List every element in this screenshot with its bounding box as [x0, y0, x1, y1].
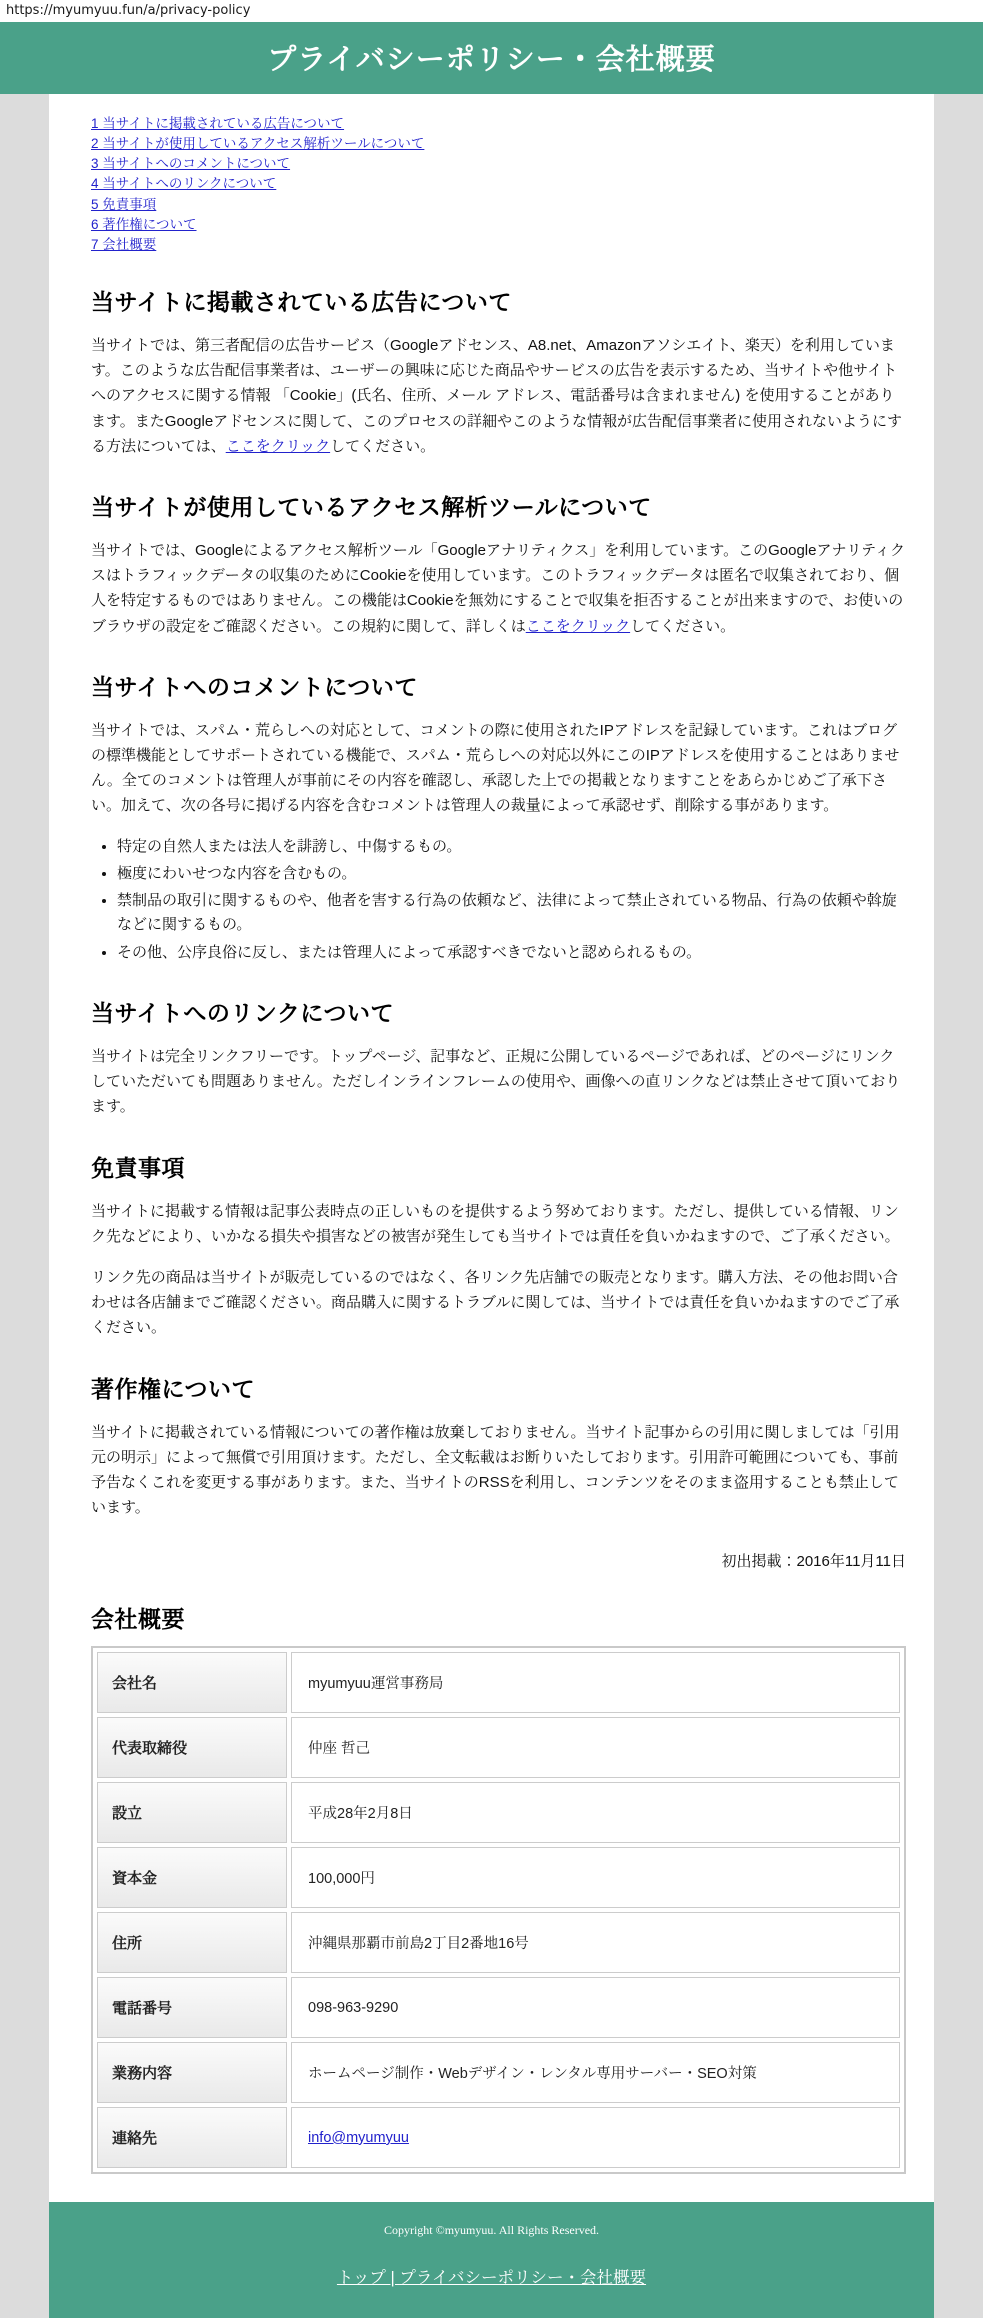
- section-analytics-heading: 当サイトが使用しているアクセス解析ツールについて: [91, 494, 652, 521]
- click-here-link-analytics[interactable]: ここをクリック: [525, 617, 631, 635]
- row-label: 資本金: [97, 1847, 287, 1908]
- row-value: 沖縄県那覇市前島2丁目2番地16号: [291, 1912, 900, 1973]
- table-row: [97, 1652, 900, 1713]
- table-row: [97, 1782, 900, 1843]
- section-company: [91, 1601, 906, 2174]
- contact-email-link[interactable]: info@myumyuu: [308, 2129, 409, 2146]
- section-ads-heading: 当サイトに掲載されている広告について: [91, 289, 512, 316]
- section-disclaimer: [91, 1150, 906, 1341]
- table-row: [97, 2107, 900, 2168]
- section-links-paragraph: 当サイトは完全リンクフリーです。トップページ、記事など、正規に公開しているページであれば、どのページにリンクしていただいても問題ありません。ただしインラインフレームの使用や、画像への直リンクなどは禁止させて頂いております。: [91, 1048, 901, 1116]
- table-row: [97, 1847, 900, 1908]
- section-copyright-heading: 著作権について: [91, 1375, 256, 1402]
- click-here-link-ads[interactable]: ここをクリック: [225, 437, 331, 455]
- table-row: [97, 1977, 900, 2038]
- toc-link-copyright[interactable]: 6 著作権について: [91, 216, 197, 232]
- row-value: 平成28年2月8日: [291, 1782, 900, 1843]
- section-comments-heading: 当サイトへのコメントについて: [91, 673, 418, 700]
- row-label: 会社名: [97, 1652, 287, 1713]
- row-label: 住所: [97, 1912, 287, 1973]
- section-disclaimer-paragraph-1: 当サイトに掲載する情報は記事公表時点の正しいものを提供するよう努めております。ただし、提供している情報、リンク先などにより、いかなる損失や損害などの被害が発生しても当サイトでは責任を負いかねますので、ご了承ください。: [91, 1202, 900, 1245]
- row-label: 業務内容: [97, 2042, 287, 2103]
- section-company-heading: 会社概要: [91, 1606, 185, 1633]
- row-value: ホームページ制作・Webデザイン・レンタル専用サーバー・SEO対策: [291, 2042, 900, 2103]
- table-row: [97, 1912, 900, 1973]
- section-comments-paragraph: 当サイトでは、スパム・荒らしへの対応として、コメントの際に使用されたIPアドレスを記録しています。これはブログの標準機能としてサポートされている機能で、スパム・荒らしへの対応以外にこのIPアドレスを使用することはありません。全てのコメントは管理人が事前にその内容を確認し、承認した上での掲載となりますことをあらかじめご了承下さい。加えて、次の各号に掲げる内容を含むコメントは管理人の裁量によって承認せず、削除する事があります。: [91, 721, 900, 815]
- toc-link-analytics[interactable]: 2 当サイトが使用しているアクセス解析ツールについて: [91, 136, 425, 152]
- browser-url: https://myumyuu.fun/a/privacy-policy: [6, 3, 251, 18]
- section-analytics-text: 当サイトでは、Googleによるアクセス解析ツール「Googleアナリティクス」を利用しています。このGoogleアナリティクスはトラフィックデータの収集のためにCookieを使用しています。このトラフィックデータは匿名で収集されており、個人を特定するものではありません。この機能はCookieを無効にすることで収集を拒否することが出来ますので、お使いのブラウザの設定をご確認ください。この規約に関して、詳しくは: [91, 542, 905, 635]
- section-comments: [91, 669, 906, 965]
- row-label: 設立: [97, 1782, 287, 1843]
- footer-nav-link[interactable]: トップ | プライバシーポリシー・会社概要: [336, 2269, 647, 2288]
- row-label: 電話番号: [97, 1977, 287, 2038]
- first-published-date: 初出掲載：2016年11月11日: [721, 1553, 906, 1571]
- list-item: • 極度にわいせつな内容を含むもの。: [117, 862, 906, 886]
- browser-url-bar: [0, 0, 983, 22]
- footer-copyright: Copyright ©myumyuu. All Rights Reserved.: [383, 2223, 600, 2238]
- row-value: [291, 2107, 900, 2168]
- table-of-contents: [91, 114, 906, 254]
- toc-link-disclaimer[interactable]: 5 免責事項: [91, 196, 157, 212]
- toc-link-company[interactable]: 7 会社概要: [91, 236, 157, 252]
- footer-nav: [49, 2264, 934, 2288]
- section-copyright-paragraph: 当サイトに掲載されている情報についての著作権は放棄しておりません。当サイト記事からの引用に関しましては「引用元の明示」によって無償で引用頂けます。ただし、全文転載はお断りいたしております。引用許可範囲についても、事前予告なくこれを変更する事があります。また、当サイトのRSSを利用し、コンテンツをそのまま盗用することも禁止しています。: [91, 1423, 900, 1517]
- toc-link-links[interactable]: 4 当サイトへのリンクについて: [91, 176, 277, 192]
- row-value: 098-963-9290: [291, 1977, 900, 2038]
- table-row: [97, 1717, 900, 1778]
- page-footer: [49, 2202, 934, 2318]
- list-item: • その他、公序良俗に反し、または管理人によって承認すべきでないと認められるもの。: [117, 941, 906, 965]
- toc-link-ads[interactable]: 1 当サイトに掲載されている広告について: [91, 116, 345, 131]
- list-item: • 特定の自然人または法人を誹謗し、中傷するもの。: [117, 835, 906, 859]
- table-row: [97, 2042, 900, 2103]
- page-title: プライバシーポリシー・会社概要: [267, 44, 716, 76]
- page-header: [0, 22, 983, 94]
- row-label: 代表取締役: [97, 1717, 287, 1778]
- section-links: [91, 995, 906, 1120]
- row-value: 100,000円: [291, 1847, 900, 1908]
- section-disclaimer-heading: 免責事項: [91, 1154, 185, 1181]
- section-ads-text: 当サイトでは、第三者配信の広告サービス（Googleアドセンス、A8.net、Amazonアソシエイト、楽天）を利用しています。このような広告配信事業者は、ユーザーの興味に応じた商品やサービスの広告を表示するため、当サイトや他サイトへのアクセスに関する情報 「Cookie」(氏名、住所、メール アドレス、電話番号は含まれません) を使用することがあります。またGoogleアドセンスに関して、このプロセスの詳細やこのような情報が広告配信事業者に使用されないようにする方法については、: [91, 337, 902, 455]
- toc-link-comments[interactable]: 3 当サイトへのコメントについて: [91, 156, 291, 172]
- section-ads: [91, 284, 906, 459]
- section-disclaimer-paragraph-2: リンク先の商品は当サイトが販売しているのではなく、各リンク先店舗での販売となります。購入方法、その他お問い合わせは各店舗までご確認ください。商品購入に関するトラブルに関しては、当サイトでは責任を負いかねますのでご了承ください。: [91, 1268, 900, 1337]
- row-value: myumyuu運営事務局: [291, 1652, 900, 1713]
- list-item: • 禁制品の取引に関するものや、他者を害する行為の依頼など、法律によって禁止されている物品、行為の依頼や斡旋などに関するもの。: [117, 889, 906, 938]
- section-ads-paragraph: [91, 333, 906, 459]
- row-value: 仲座 哲己: [291, 1717, 900, 1778]
- row-label: 連絡先: [97, 2107, 287, 2168]
- section-copyright: [91, 1371, 906, 1572]
- section-analytics-paragraph: [91, 538, 906, 639]
- main-content: [49, 94, 934, 2202]
- section-analytics: [91, 489, 906, 639]
- content-column: [49, 94, 934, 2318]
- comment-rules-list: [91, 835, 906, 965]
- company-table: [91, 1646, 906, 2174]
- section-analytics-text-after: してください。: [630, 617, 736, 635]
- section-links-heading: 当サイトへのリンクについて: [91, 1000, 394, 1027]
- section-ads-text-after: してください。: [330, 437, 436, 455]
